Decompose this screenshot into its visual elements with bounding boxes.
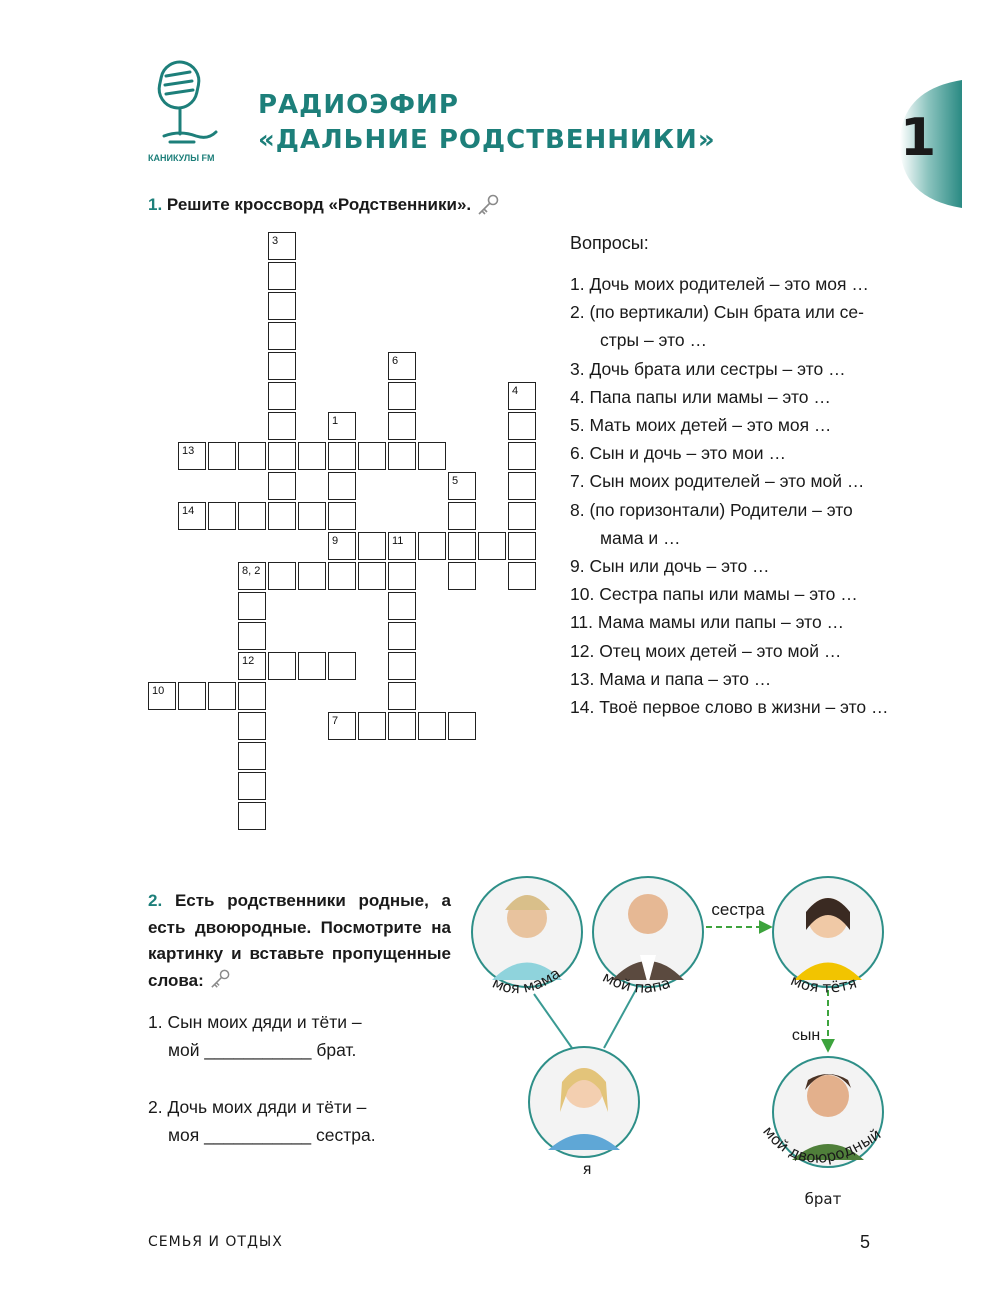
crossword-cell[interactable] <box>358 562 386 590</box>
label-cousin-line2: брат <box>804 1190 842 1208</box>
crossword-cell[interactable] <box>268 472 296 500</box>
portrait-me <box>529 1047 639 1157</box>
crossword-number: 4 <box>512 385 519 397</box>
crossword-cell[interactable] <box>268 562 296 590</box>
question-8: 8. (по горизонтали) Родители – это мама и … <box>570 499 853 548</box>
crossword-cell[interactable] <box>418 532 446 560</box>
fill-item-1-line2: мой ___________ брат. <box>168 1040 357 1060</box>
question-13: 13. Мама и папа – это … <box>570 668 772 689</box>
crossword-number: 5 <box>452 475 459 487</box>
question-7: 7. Сын моих родителей – это мой … <box>570 471 865 492</box>
crossword-number: 6 <box>392 355 399 367</box>
fill-item-2-line1: 2. Дочь моих дяди и тёти – <box>148 1097 367 1117</box>
crossword-cell[interactable] <box>238 742 266 770</box>
crossword-cell[interactable] <box>358 532 386 560</box>
family-tree <box>460 860 930 1220</box>
crossword-cell[interactable] <box>298 442 326 470</box>
task1-text: Решите кроссворд «Родственники». <box>166 195 472 214</box>
fill-item-2 <box>148 1093 376 1149</box>
crossword-cell[interactable] <box>238 592 266 620</box>
question-11: 11. Мама мамы или папы – это … <box>570 612 845 633</box>
task2-text: Есть родственники родные, а есть двоюродные. Посмотрите на картинку и вставьте пропущенные слова: <box>148 891 451 990</box>
questions-title: Вопросы: <box>570 233 649 253</box>
fill-item-1-line1: 1. Сын моих дяди и тёти – <box>148 1012 362 1032</box>
crossword-number: 8, 2 <box>242 565 261 577</box>
crossword-cell[interactable] <box>268 262 296 290</box>
crossword-number: 14 <box>182 505 195 517</box>
crossword-cell[interactable] <box>478 532 506 560</box>
question-6: 6. Сын и дочь – это мои … <box>570 443 786 464</box>
portrait-mom <box>472 877 582 987</box>
crossword-cell[interactable] <box>328 652 356 680</box>
task1-number: 1. <box>148 195 163 214</box>
microphone-icon <box>150 58 220 150</box>
crossword-cell[interactable] <box>328 502 356 530</box>
task2-heading <box>148 888 451 994</box>
crossword-cell[interactable] <box>208 682 236 710</box>
title-line-2: «ДАЛЬНИЕ РОДСТВЕННИКИ» <box>258 125 716 155</box>
question-14: 14. Твоё первое слово в жизни – это … <box>570 697 889 718</box>
key-icon <box>209 969 231 989</box>
crossword-cell[interactable] <box>268 442 296 470</box>
crossword-cell[interactable] <box>388 622 416 650</box>
crossword-cell[interactable] <box>328 562 356 590</box>
crossword-cell[interactable] <box>238 712 266 740</box>
task1-heading <box>148 195 471 215</box>
question-4: 4. Папа папы или мамы – это … <box>570 386 831 407</box>
crossword-cell[interactable] <box>448 532 476 560</box>
fill-item-2-line2: моя ___________ сестра. <box>168 1125 376 1145</box>
crossword-cell[interactable] <box>298 562 326 590</box>
task2-number: 2. <box>148 891 163 910</box>
crossword-cell[interactable] <box>508 532 536 560</box>
crossword-cell[interactable] <box>448 712 476 740</box>
crossword-cell[interactable] <box>178 682 206 710</box>
crossword-cell[interactable] <box>238 442 266 470</box>
key-icon <box>476 194 500 216</box>
crossword-cell[interactable] <box>268 352 296 380</box>
crossword-cell[interactable] <box>238 682 266 710</box>
crossword-cell[interactable] <box>238 502 266 530</box>
crossword-number: 3 <box>272 235 279 247</box>
crossword-cell[interactable] <box>388 652 416 680</box>
question-10: 10. Сестра папы или мамы – это … <box>570 584 858 605</box>
crossword-number: 10 <box>152 685 165 697</box>
crossword-cell[interactable] <box>208 502 236 530</box>
crossword-cell[interactable] <box>268 322 296 350</box>
crossword-cell[interactable] <box>268 502 296 530</box>
logo-caption: КАНИКУЛЫ FM <box>148 153 215 163</box>
crossword-cell[interactable] <box>508 412 536 440</box>
crossword-cell[interactable] <box>328 472 356 500</box>
crossword-cell[interactable] <box>388 382 416 410</box>
question-3: 3. Дочь брата или сестры – это … <box>570 358 846 379</box>
footer-section: СЕМЬЯ И ОТДЫХ <box>148 1234 283 1250</box>
question-12: 12. Отец моих детей – это мой … <box>570 640 842 661</box>
crossword-cell[interactable] <box>388 442 416 470</box>
crossword-cell[interactable] <box>268 412 296 440</box>
crossword-number: 12 <box>242 655 255 667</box>
crossword-number: 1 <box>332 415 339 427</box>
crossword-cell[interactable] <box>388 562 416 590</box>
crossword-cell[interactable] <box>448 502 476 530</box>
portrait-aunt <box>773 877 883 987</box>
crossword-number: 13 <box>182 445 195 457</box>
crossword-cell[interactable] <box>508 442 536 470</box>
crossword-cell[interactable] <box>268 292 296 320</box>
label-cousin-line1: мой двоюродный <box>759 1122 885 1167</box>
label-dad: мой папа <box>599 967 673 997</box>
label-me: я <box>582 1160 592 1178</box>
question-1: 1. Дочь моих родителей – это моя … <box>570 274 869 294</box>
crossword-cell[interactable] <box>328 442 356 470</box>
crossword-cell[interactable] <box>358 712 386 740</box>
crossword-cell[interactable] <box>388 712 416 740</box>
question-5: 5. Мать моих детей – это моя … <box>570 415 832 436</box>
crossword-cell[interactable] <box>508 472 536 500</box>
crossword-cell[interactable] <box>388 412 416 440</box>
chapter-tab <box>900 80 962 208</box>
crossword-cell[interactable] <box>418 712 446 740</box>
crossword-cell[interactable] <box>508 502 536 530</box>
chapter-number: 1 <box>900 108 937 168</box>
crossword-cell[interactable] <box>388 592 416 620</box>
crossword-cell[interactable] <box>448 562 476 590</box>
label-sister: сестра <box>711 900 765 919</box>
crossword-cell[interactable] <box>358 442 386 470</box>
line-mom-me <box>534 994 572 1048</box>
crossword-cell[interactable] <box>238 802 266 830</box>
crossword-cell[interactable] <box>388 682 416 710</box>
crossword-number: 7 <box>332 715 339 727</box>
fill-item-1 <box>148 1008 362 1064</box>
crossword-number: 11 <box>392 535 404 547</box>
title-line-1: РАДИОЭФИР <box>258 90 459 120</box>
crossword-number: 9 <box>332 535 339 547</box>
crossword-cell[interactable] <box>298 502 326 530</box>
label-aunt: моя тётя <box>787 971 859 997</box>
page-title <box>258 88 716 158</box>
crossword-cell[interactable] <box>208 442 236 470</box>
crossword-cell[interactable] <box>268 652 296 680</box>
crossword-cell[interactable] <box>508 562 536 590</box>
crossword-cell[interactable] <box>238 622 266 650</box>
question-2: 2. (по вертикали) Сын брата или се-стры – это … <box>570 302 864 351</box>
questions-list <box>570 270 890 721</box>
crossword-cell[interactable] <box>268 382 296 410</box>
page-number: 5 <box>860 1232 871 1252</box>
crossword-cell[interactable] <box>298 652 326 680</box>
question-9: 9. Сын или дочь – это … <box>570 556 770 577</box>
label-mom: моя мама <box>489 964 564 998</box>
label-son: сын <box>791 1027 821 1044</box>
crossword-cell[interactable] <box>418 442 446 470</box>
crossword-cell[interactable] <box>238 772 266 800</box>
